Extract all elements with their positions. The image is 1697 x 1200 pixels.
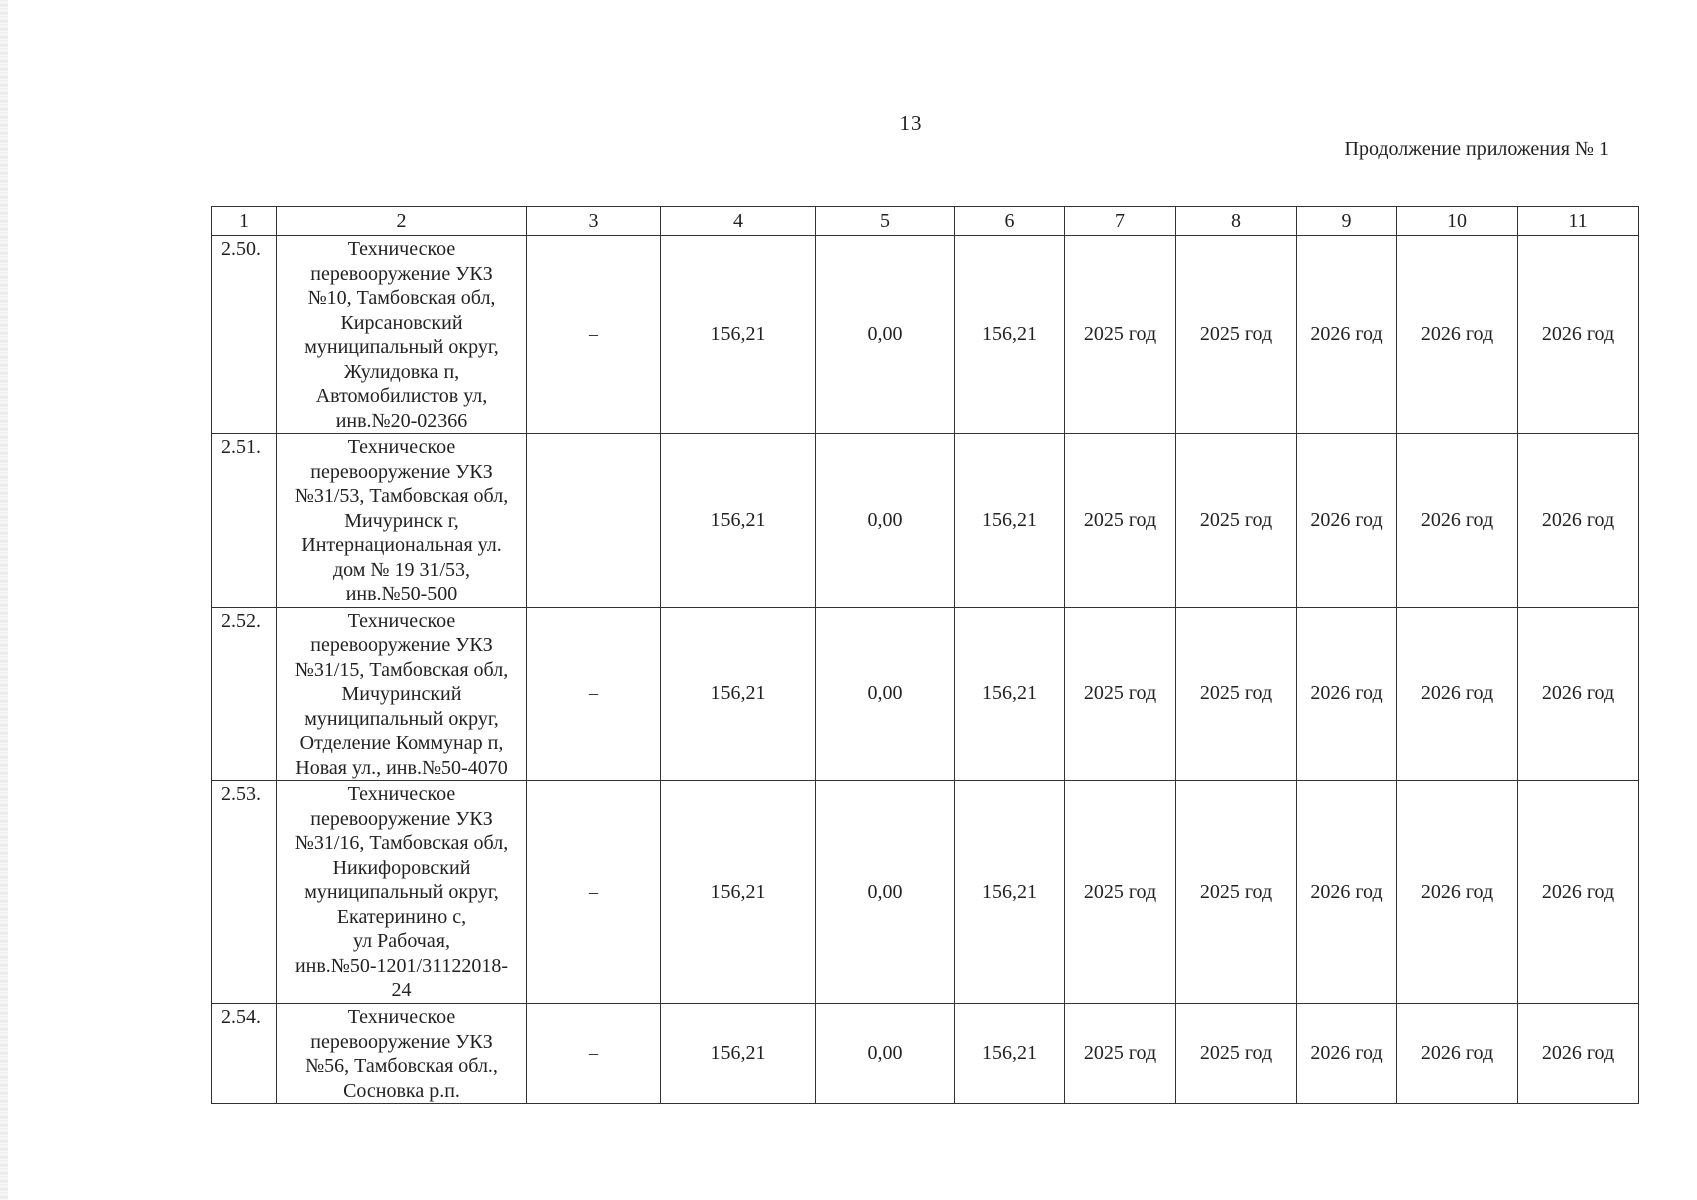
column-header: 7	[1065, 207, 1176, 236]
column-header: 1	[212, 207, 277, 236]
cell-col-4: 156,21	[661, 1004, 816, 1104]
cell-col-8: 2025 год	[1176, 781, 1297, 1004]
page-number: 13	[899, 111, 923, 135]
cell-col-7: 2025 год	[1065, 1004, 1176, 1104]
column-header: 6	[955, 207, 1065, 236]
cell-col-5: 0,00	[816, 607, 955, 781]
table-row	[212, 781, 1639, 1004]
cell-col-11: 2026 год	[1518, 434, 1639, 608]
cell-col-9: 2026 год	[1297, 1004, 1397, 1104]
column-header: 9	[1297, 207, 1397, 236]
cell-col-9: 2026 год	[1297, 607, 1397, 781]
cell-col-7: 2025 год	[1065, 236, 1176, 434]
cell-col-10: 2026 год	[1397, 1004, 1518, 1104]
column-header: 11	[1518, 207, 1639, 236]
cell-col-10: 2026 год	[1397, 781, 1518, 1004]
cell-col-6: 156,21	[955, 781, 1065, 1004]
cell-col-6: 156,21	[955, 434, 1065, 608]
row-number: 2.53.	[212, 781, 277, 1004]
project-name: Техническое перевооружение УКЗ №31/53, Тамбовская обл, Мичуринск г, Интернациональная ул. дом № 19 31/53, инв.№50-500	[277, 434, 527, 608]
cell-col-9: 2026 год	[1297, 781, 1397, 1004]
column-header: 2	[277, 207, 527, 236]
cell-col-8: 2025 год	[1176, 1004, 1297, 1104]
cell-col-11: 2026 год	[1518, 607, 1639, 781]
cell-col-9: 2026 год	[1297, 236, 1397, 434]
column-header: 8	[1176, 207, 1297, 236]
table-row	[212, 434, 1639, 608]
project-name: Техническое перевооружение УКЗ №56, Тамбовская обл., Сосновка р.п.	[277, 1004, 527, 1104]
row-number: 2.52.	[212, 607, 277, 781]
column-header: 10	[1397, 207, 1518, 236]
cell-col-3: –	[527, 1004, 661, 1104]
cell-col-4: 156,21	[661, 607, 816, 781]
column-number-row	[212, 207, 1639, 236]
row-number: 2.54.	[212, 1004, 277, 1104]
cell-col-3: –	[527, 781, 661, 1004]
cell-col-8: 2025 год	[1176, 434, 1297, 608]
cell-col-8: 2025 год	[1176, 236, 1297, 434]
table-row	[212, 607, 1639, 781]
column-header: 3	[527, 207, 661, 236]
cell-col-5: 0,00	[816, 236, 955, 434]
cell-col-11: 2026 год	[1518, 781, 1639, 1004]
cell-col-3: –	[527, 607, 661, 781]
cell-col-11: 2026 год	[1518, 236, 1639, 434]
projects-table	[211, 206, 1639, 1104]
cell-col-4: 156,21	[661, 236, 816, 434]
column-header: 5	[816, 207, 955, 236]
table-row	[212, 1004, 1639, 1104]
cell-col-4: 156,21	[661, 781, 816, 1004]
project-name: Техническое перевооружение УКЗ №10, Тамбовская обл, Кирсановский муниципальный округ, Жулидовка п, Автомобилистов ул, инв.№20-02366	[277, 236, 527, 434]
row-number: 2.51.	[212, 434, 277, 608]
cell-col-3	[527, 434, 661, 608]
cell-col-3: –	[527, 236, 661, 434]
cell-col-7: 2025 год	[1065, 781, 1176, 1004]
scan-edge-artifact	[0, 0, 8, 1200]
cell-col-9: 2026 год	[1297, 434, 1397, 608]
cell-col-4: 156,21	[661, 434, 816, 608]
cell-col-8: 2025 год	[1176, 607, 1297, 781]
cell-col-7: 2025 год	[1065, 434, 1176, 608]
cell-col-7: 2025 год	[1065, 607, 1176, 781]
cell-col-6: 156,21	[955, 1004, 1065, 1104]
cell-col-10: 2026 год	[1397, 607, 1518, 781]
cell-col-5: 0,00	[816, 434, 955, 608]
row-number: 2.50.	[212, 236, 277, 434]
cell-col-6: 156,21	[955, 607, 1065, 781]
cell-col-10: 2026 год	[1397, 236, 1518, 434]
table-row	[212, 236, 1639, 434]
cell-col-5: 0,00	[816, 1004, 955, 1104]
column-header: 4	[661, 207, 816, 236]
cell-col-11: 2026 год	[1518, 1004, 1639, 1104]
project-name: Техническое перевооружение УКЗ №31/15, Тамбовская обл, Мичуринский муниципальный округ, Отделение Коммунар п, Новая ул., инв.№50-4070	[277, 607, 527, 781]
appendix-continuation-label: Продолжение приложения № 1	[1344, 138, 1609, 160]
cell-col-6: 156,21	[955, 236, 1065, 434]
cell-col-5: 0,00	[816, 781, 955, 1004]
project-name: Техническое перевооружение УКЗ №31/16, Тамбовская обл, Никифоровский муниципальный округ, Екатеринино с, ул Рабочая, инв.№50-1201/31122018- 24	[277, 781, 527, 1004]
cell-col-10: 2026 год	[1397, 434, 1518, 608]
